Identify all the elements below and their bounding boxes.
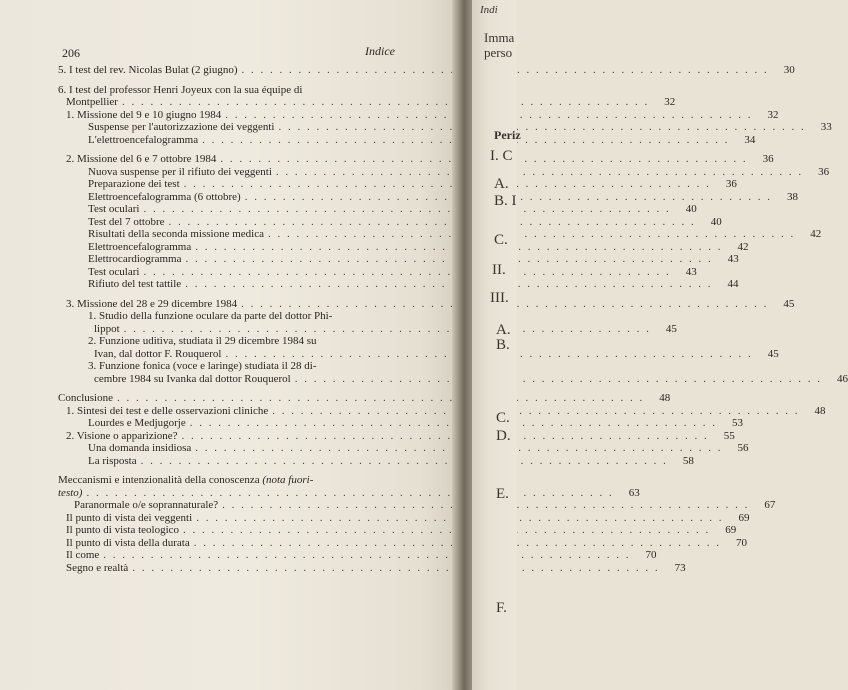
toc-entry: Segno e realtà . . . 73	[58, 562, 408, 575]
toc-entry: Risultati della seconda missione medica . . . 42	[58, 228, 408, 241]
toc-entry-continued: Montpellier . . . 32	[58, 96, 408, 109]
toc-entry: Suspense per l'autorizzazione dei veggenti . . . 33	[58, 121, 408, 134]
toc-entry: Il punto di vista dei veggenti . . . 69	[58, 512, 408, 525]
toc-entry: 6. I test del professor Henri Joyeux con la sua équipe di	[58, 83, 303, 96]
toc-entry: Rifiuto del test tattile . . . 44	[58, 278, 408, 291]
toc-entry: 2. Missione del 6 e 7 ottobre 1984 . . . 36	[58, 153, 408, 166]
toc-entry: L'elettroencefalogramma . . . 34	[58, 134, 408, 147]
toc-entry: Test del 7 ottobre . . . 40	[58, 216, 408, 229]
toc-entry: 1. Missione del 9 e 10 giugno 1984 . . . 32	[58, 109, 408, 122]
facing-page-fragment: E.	[496, 486, 509, 502]
toc-entry: 1. Studio della funzione oculare da parte del dottor Phi-	[88, 310, 333, 322]
toc-entry-continued: cembre 1984 su Ivanka dal dottor Rouquerol . . . 46	[58, 373, 408, 386]
facing-page-fragment: Imma	[484, 30, 515, 45]
facing-page-fragment: F.	[496, 600, 507, 616]
toc-entry: Il come . . . 70	[58, 549, 408, 562]
facing-page-fragment: I. C	[490, 148, 513, 164]
toc-entry: Elettroencefalogramma . . . 42	[58, 241, 408, 254]
toc-entry: Una domanda insidiosa . . . 56	[58, 442, 408, 455]
toc-entry: 3. Missione del 28 e 29 dicembre 1984 . . . 45	[58, 298, 408, 311]
toc-entry: Il punto di vista teologico . . . 69	[58, 524, 408, 537]
facing-page-fragment: B.	[496, 337, 510, 353]
toc-entry-continued: testo) . . . 63	[58, 487, 408, 500]
toc-entry: Meccanismi e intenzionalità della conoscenza (nota fuori-	[58, 474, 314, 486]
toc-entry: 3. Funzione fonica (voce e laringe) studiata il 28 di-	[88, 360, 317, 372]
toc-entry: Test oculari . . . 40	[58, 203, 408, 216]
toc-entry: Paranormale o/e soprannaturale? . . . 67	[58, 499, 408, 512]
facing-page-fragment: III.	[490, 290, 509, 306]
toc-entry: Il punto di vista della durata . . . 70	[58, 537, 408, 550]
toc-entry: Lourdes e Medjugorje . . . 53	[58, 417, 408, 430]
facing-page-fragment: II.	[492, 262, 506, 278]
toc-entry: 2. Funzione uditiva, studiata il 29 dicembre 1984 su	[88, 335, 317, 347]
toc-entry: Elettrocardiogramma . . . 43	[58, 253, 408, 266]
book-gutter	[452, 0, 474, 690]
toc-entry-continued: lippot . . . 45	[58, 323, 408, 336]
toc-entry-continued: Ivan, dal dottor F. Rouquerol . . . 45	[58, 348, 408, 361]
toc-entry: Nuova suspense per il rifiuto dei veggenti . . . 36	[58, 166, 408, 179]
toc-entry: 2. Visione o apparizione? . . . 55	[58, 430, 408, 443]
facing-page-fragment: C.	[496, 410, 510, 426]
toc-entry: Preparazione dei test . . . 36	[58, 178, 408, 191]
facing-page	[472, 0, 521, 690]
facing-page-fragment: B. I	[494, 193, 517, 209]
toc-entry: Conclusione . . . 48	[58, 392, 408, 405]
facing-page-fragment: A.	[496, 322, 511, 338]
toc-entry: Elettroencefalogramma (6 ottobre) . . . 38	[58, 191, 408, 204]
running-title: Indice	[365, 44, 395, 58]
facing-page-fragment: Indi	[480, 4, 498, 16]
toc-entry: Test oculari . . . 43	[58, 266, 408, 279]
toc-entry: La risposta . . . 58	[58, 455, 408, 468]
facing-page-fragment: Periz	[494, 128, 521, 142]
facing-page-fragment: perso	[484, 45, 513, 60]
facing-page-fragment: A.	[494, 176, 509, 192]
facing-page-fragment: D.	[496, 428, 511, 444]
page-number: 206	[62, 46, 80, 60]
facing-page-fragment: C.	[494, 232, 508, 248]
toc-entry: 1. Sintesi dei test e delle osservazioni cliniche . . . 48	[58, 405, 408, 418]
toc-entry: 5. I test del rev. Nicolas Bulat (2 giugno) . . . 30	[58, 64, 408, 77]
